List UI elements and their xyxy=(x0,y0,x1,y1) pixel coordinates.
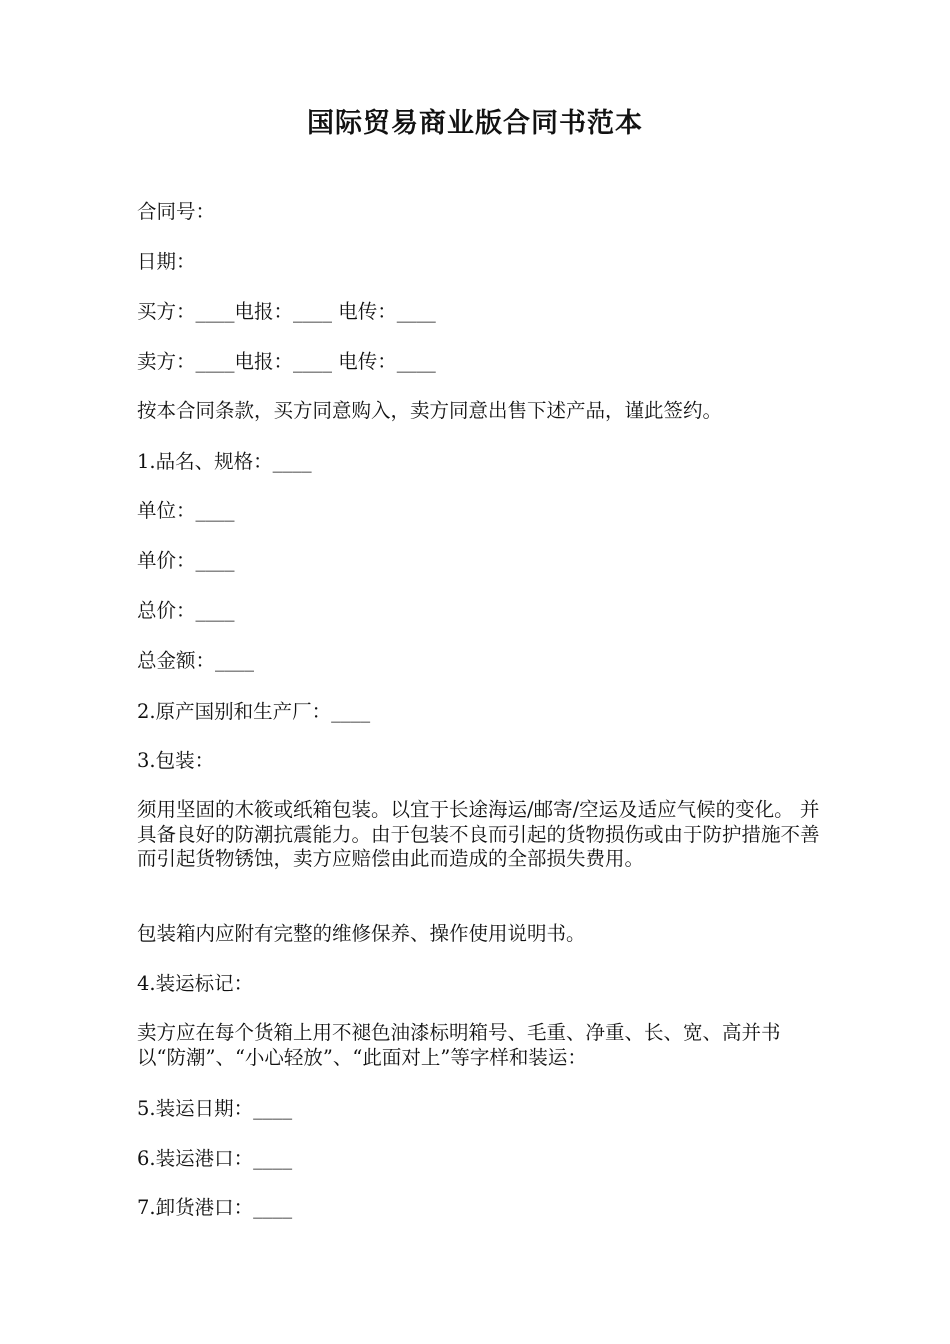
date-line: 日期： xyxy=(137,250,196,273)
contract-number-line: 合同号： xyxy=(137,200,216,223)
clause-4-shipping-marks: 4.装运标记： xyxy=(137,972,254,995)
manual-line: 包装箱内应附有完整的维修保养、操作使用说明书。 xyxy=(137,922,586,945)
packing-paragraph: 须用坚固的木筱或纸箱包装。以宜于长途海运/邮寄/空运及适应气候的变化。 并具备良好的防潮抗震能力。由于包装不良而引起的货物损伤或由于防护措施不善而引起货物锈蚀，卖方应赔偿由此而造成的全部损失费用。 xyxy=(137,798,820,870)
buyer-line: 买方：____电报：____ 电传：____ xyxy=(137,300,436,323)
seller-line: 卖方：____电报：____ 电传：____ xyxy=(137,350,436,373)
clause-1-product-spec: 1.品名、规格：____ xyxy=(137,450,312,473)
unit-line: 单位：____ xyxy=(137,499,235,522)
clause-7-discharge-port: 7.卸货港口：____ xyxy=(137,1196,293,1219)
unit-price-line: 单价：____ xyxy=(137,549,235,572)
total-price-line: 总价：____ xyxy=(137,599,235,622)
total-amount-line: 总金额：____ xyxy=(137,649,255,672)
shipping-marks-paragraph: 卖方应在每个货箱上用不褪色油漆标明箱号、毛重、净重、长、宽、高并书以“防潮”、“小心轻放”、“此面对上”等字样和装运： xyxy=(137,1021,781,1069)
clause-5-shipment-date: 5.装运日期：____ xyxy=(137,1097,293,1120)
clause-2-origin: 2.原产国别和生产厂：____ xyxy=(137,700,371,723)
agreement-statement: 按本合同条款，买方同意购入，卖方同意出售下述产品，谨此签约。 xyxy=(137,399,723,422)
clause-3-packing: 3.包装： xyxy=(137,749,215,772)
clause-6-loading-port: 6.装运港口：____ xyxy=(137,1147,293,1170)
document-title: 国际贸易商业版合同书范本 xyxy=(307,108,643,139)
